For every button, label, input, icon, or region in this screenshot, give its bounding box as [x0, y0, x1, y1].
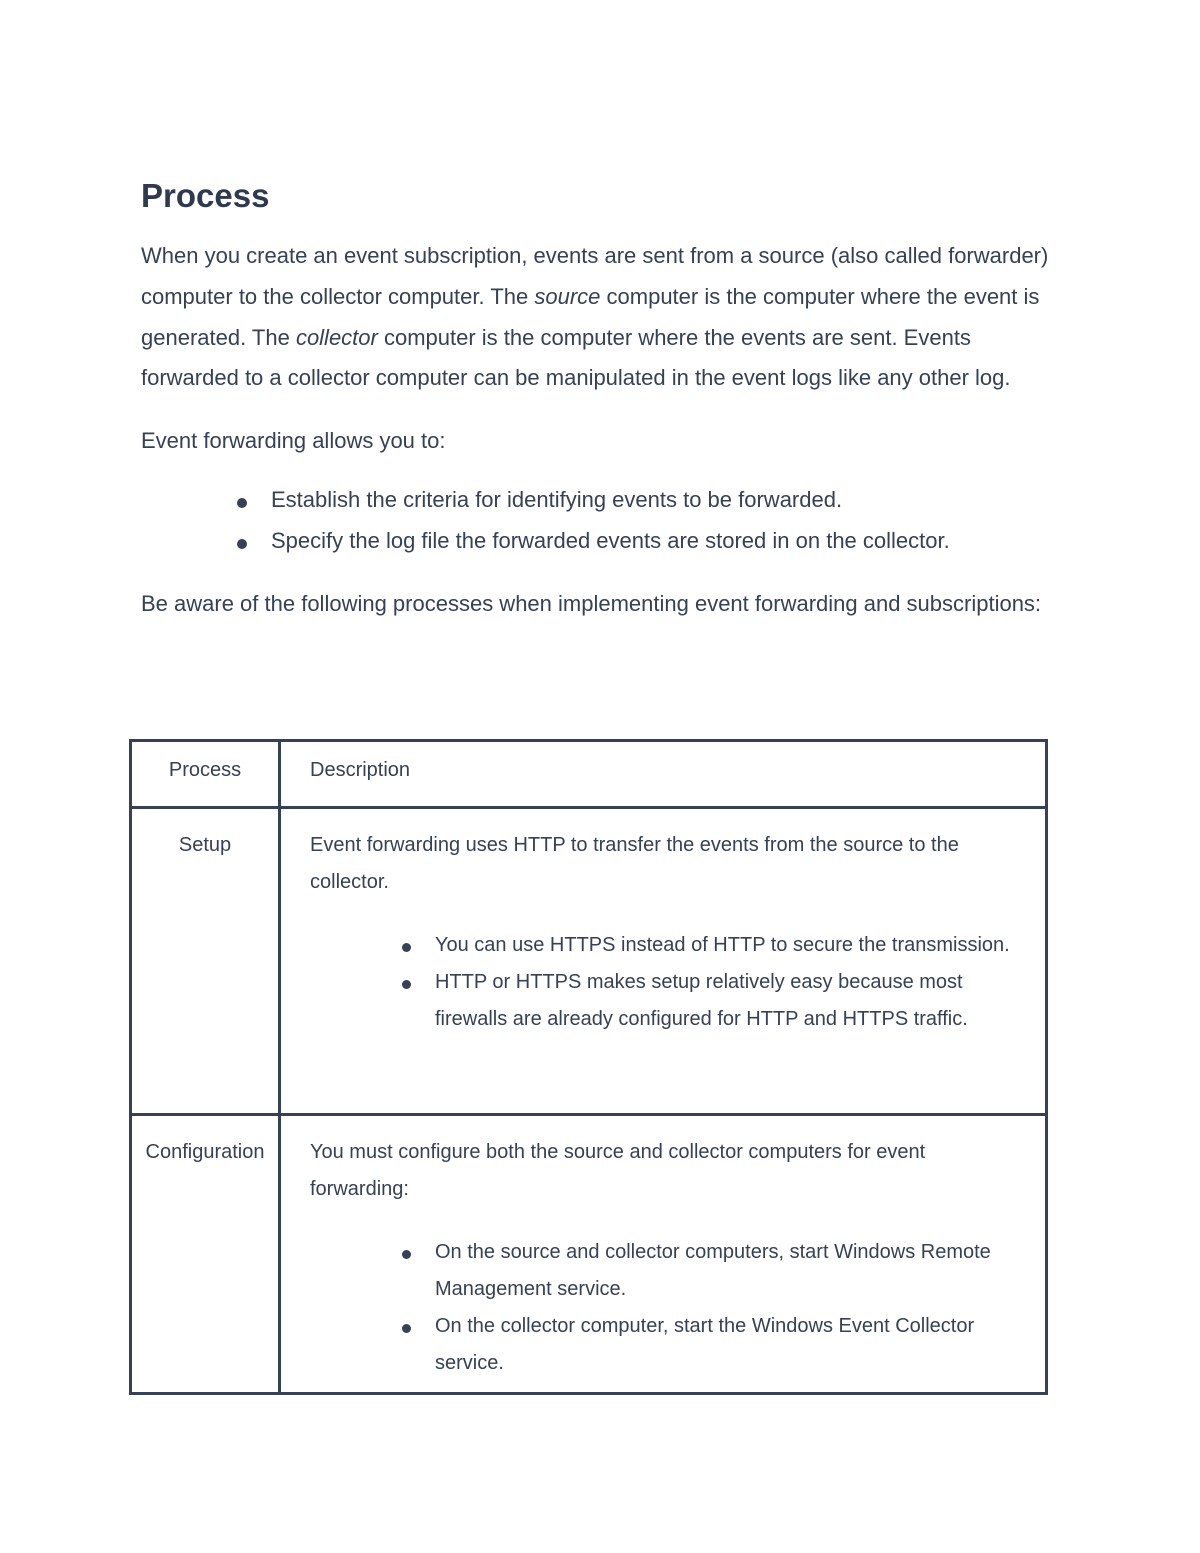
list-item: You can use HTTPS instead of HTTP to secure the transmission. [435, 927, 1027, 964]
intro-emphasis-collector: collector [295, 324, 378, 350]
aware-paragraph: Be aware of the following processes when implementing event forwarding and subscriptions: [141, 590, 1042, 616]
intro-part-1: When you create an event subscription, events are sent from a source (also called forwarder) computer to the collector computer. The [141, 243, 1049, 309]
cell-process [131, 808, 280, 1115]
cell-description [280, 1115, 1047, 1394]
intro-paragraph [141, 236, 1061, 399]
description-text: You must configure both the source and collector computers for event forwarding: [310, 1141, 926, 1200]
list-item: Specify the log file the forwarded events are stored in on the collector. [271, 521, 1061, 562]
table-row [131, 808, 1047, 1115]
intro-part-2: computer is the computer where the event is generated. The [141, 283, 1040, 350]
header-description: Description [280, 741, 1047, 808]
cell-description [280, 808, 1047, 1115]
list-item: HTTP or HTTPS makes setup relatively easy because most firewalls are already configured for HTTP and HTTPS traffic. [435, 964, 1027, 1038]
process-name-configuration: Configuration [145, 1141, 265, 1163]
list-item: On the source and collector computers, start Windows Remote Management service. [435, 1234, 1027, 1308]
table-row [131, 1115, 1047, 1394]
intro-part-3: computer is the computer where the events are sent. Events forwarded to a collector computer can be manipulated in the event logs like any other log. [141, 324, 1011, 391]
table-header-row [131, 741, 1047, 808]
allows-lead: Event forwarding allows you to: [141, 428, 446, 454]
description-bullets [310, 927, 1027, 1038]
description-bullets [310, 1234, 1027, 1382]
allows-list [141, 480, 1061, 562]
process-table [129, 739, 1048, 1395]
section-heading: Process [141, 177, 270, 214]
list-item: Establish the criteria for identifying events to be forwarded. [271, 480, 1061, 521]
description-text: Event forwarding uses HTTP to transfer the events from the source to the collector. [310, 834, 959, 893]
header-process: Process [131, 741, 280, 808]
intro-emphasis-source: source [534, 283, 601, 309]
content [141, 172, 1061, 624]
process-name-setup: Setup [178, 834, 232, 856]
list-item: On the collector computer, start the Windows Event Collector service. [435, 1308, 1027, 1382]
cell-process [131, 1115, 280, 1394]
